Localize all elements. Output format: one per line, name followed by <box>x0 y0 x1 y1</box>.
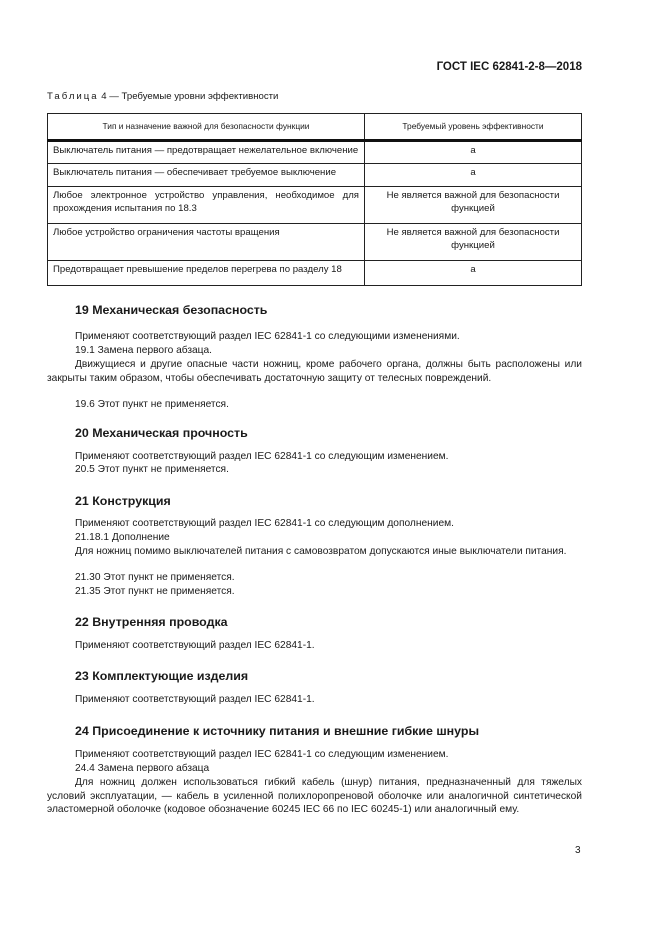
table-row <box>48 141 582 164</box>
section-heading: 20 Механическая прочность <box>75 426 248 440</box>
table-cell: Выключатель питания — обеспечивает требуемое выключение <box>48 164 365 187</box>
paragraph: 20.5 Этот пункт не применяется. <box>75 464 229 475</box>
paragraph: Для ножниц должен использоваться гибкий кабель (шнур) питания, предназначенный для тяжелых условий эксплуатации, — кабель в усиленной полихлоропреновой оболочке или аналогичной синтетической эластомерной оболочке (кодовое обозначение 60245 IEC 66 по IEC 60245-1) или аналогичный ему. <box>47 777 582 816</box>
section-heading: 22 Внутренняя проводка <box>75 615 228 629</box>
paragraph: Применяют соответствующий раздел IEC 62841-1. <box>75 694 315 705</box>
table-cell: Не является важной для безопасности функцией <box>365 187 582 224</box>
table-cell: a <box>365 164 582 187</box>
section-heading: 19 Механическая безопасность <box>75 303 268 317</box>
table-caption <box>47 91 278 102</box>
table-row <box>48 261 582 286</box>
table-caption-prefix: Таблица <box>47 91 99 102</box>
paragraph: Применяют соответствующий раздел IEC 62841-1 со следующими изменениями. <box>75 331 460 342</box>
paragraph: Движущиеся и другие опасные части ножниц, кроме рабочего органа, должны быть расположены или закрыты таким образом, чтобы обеспечивать достаточную защиту от телесных повреждений. <box>47 359 582 384</box>
column-header: Требуемый уровень эффективности <box>365 114 582 141</box>
section-heading: 24 Присоединение к источнику питания и внешние гибкие шнуры <box>75 724 480 738</box>
table-cell: Любое устройство ограничения частоты вращения <box>48 224 365 261</box>
table-cell: Не является важной для безопасности функцией <box>365 224 582 261</box>
paragraph: Применяют соответствующий раздел IEC 62841-1 со следующим изменением. <box>75 749 449 760</box>
paragraph: Применяют соответствующий раздел IEC 62841-1. <box>75 640 315 651</box>
paragraph: Применяют соответствующий раздел IEC 62841-1 со следующим изменением. <box>75 451 449 462</box>
section-heading: 21 Конструкция <box>75 494 171 508</box>
efficiency-levels-table <box>47 113 582 286</box>
paragraph: 21.35 Этот пункт не применяется. <box>75 586 235 597</box>
table-header-row <box>48 114 582 141</box>
table-cell: Предотвращает превышение пределов перегрева по разделу 18 <box>48 261 365 286</box>
column-header: Тип и назначение важной для безопасности функции <box>48 114 365 141</box>
paragraph: 19.6 Этот пункт не применяется. <box>75 399 229 410</box>
paragraph: Применяют соответствующий раздел IEC 62841-1 со следующим дополнением. <box>75 518 454 529</box>
paragraph: 21.18.1 Дополнение <box>75 532 170 543</box>
page-number: 3 <box>575 845 581 856</box>
table-cell: a <box>365 141 582 164</box>
section-heading: 23 Комплектующие изделия <box>75 669 249 683</box>
table-cell: Любое электронное устройство управления, необходимое для прохождения испытания по 18.3 <box>48 187 365 224</box>
paragraph: Для ножниц помимо выключателей питания с самовозвратом допускаются иные выключатели питания. <box>75 546 567 557</box>
table-row <box>48 187 582 224</box>
paragraph: 21.30 Этот пункт не применяется. <box>75 572 235 583</box>
table-cell: Выключатель питания — предотвращает нежелательное включение <box>48 141 365 164</box>
table-row <box>48 164 582 187</box>
paragraph: 24.4 Замена первого абзаца <box>75 763 210 774</box>
document-id: ГОСТ IEC 62841-2-8—2018 <box>436 61 582 73</box>
table-row <box>48 224 582 261</box>
paragraph: 19.1 Замена первого абзаца. <box>75 345 213 356</box>
table-cell: a <box>365 261 582 286</box>
table-caption-text: 4 — Требуемые уровни эффективности <box>98 91 279 102</box>
